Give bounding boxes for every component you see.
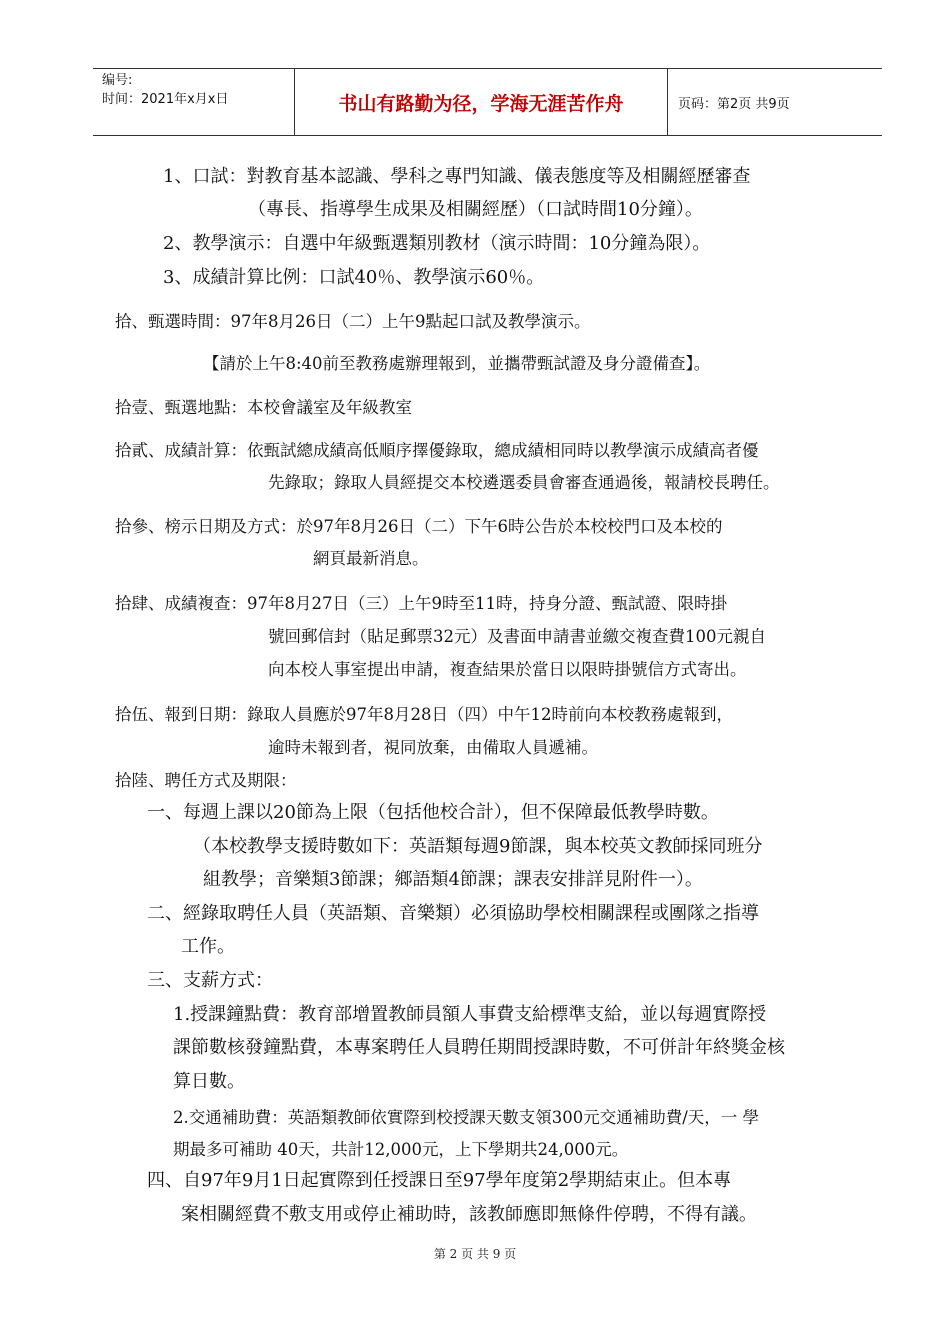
body-line: 工作。 xyxy=(181,936,235,957)
body-line: 向本校人事室提出申請，複查結果於當日以限時掛號信方式寄出。 xyxy=(268,660,747,679)
body-line: 拾陸、聘任方式及期限： xyxy=(115,771,297,790)
body-line: 拾伍、報到日期：錄取人員應於97年8月28日（四）中午12時前向本校教務處報到， xyxy=(115,705,733,724)
body-line: 拾參、榜示日期及方式：於97年8月26日（二）下午6時公告於本校校門口及本校的 xyxy=(115,517,723,536)
body-line: 1.授課鐘點費：教育部增置教師員額人事費支給標準支給，並以每週實際授 xyxy=(173,1004,767,1025)
time-label: 时间：2021年x月x日 xyxy=(102,92,229,107)
body-line: 3、成績計算比例：口試40％、教學演示60％。 xyxy=(163,267,545,288)
body-line: 逾時未報到者，視同放棄，由備取人員遞補。 xyxy=(268,738,598,757)
page-header xyxy=(93,68,882,136)
body-line: 【請於上午8:40前至教務處辦理報到，並攜帶甄試證及身分證備查】。 xyxy=(203,354,711,373)
number-label: 编号: xyxy=(102,73,133,88)
body-line: 期最多可補助 40天，共計12,000元，上下學期共24,000元。 xyxy=(173,1140,629,1159)
body-line: （專長、指導學生成果及相關經歷）（口試時間10分鐘）。 xyxy=(248,199,703,220)
body-line: 案相關經費不敷支用或停止補助時，該教師應即無條件停聘，不得有議。 xyxy=(181,1204,757,1225)
body-line: 拾貳、成績計算：依甄試總成績高低順序擇優錄取，總成績相同時以教學演示成績高者優 xyxy=(115,441,759,460)
body-line: 網頁最新消息。 xyxy=(313,549,429,568)
body-line: 拾、甄選時間：97年8月26日（二）上午9點起口試及教學演示。 xyxy=(115,312,591,331)
body-line: （本校教學支援時數如下：英語類每週9節課，與本校英文教師採同班分 xyxy=(193,836,763,857)
body-line: 課節數核發鐘點費，本專案聘任人員聘任期間授課時數，不可併計年終獎金核 xyxy=(173,1037,785,1058)
body-line: 號回郵信封（貼足郵票32元）及書面申請書並繳交複查費100元親自 xyxy=(268,627,766,646)
body-line: 拾壹、甄選地點：本校會議室及年級教室 xyxy=(115,398,412,417)
body-line: 拾肆、成績複查：97年8月27日（三）上午9時至11時，持身分證、甄試證、限時掛 xyxy=(115,594,727,613)
page-footer: 第 2 页 共 9 页 xyxy=(433,1247,517,1261)
body-line: 組教學；音樂類3節課；鄉語類4節課；課表安排詳見附件一）。 xyxy=(203,869,703,890)
body-line: 一、每週上課以20節為上限（包括他校合計），但不保障最低教學時數。 xyxy=(147,802,719,823)
body-line: 三、支薪方式： xyxy=(147,970,273,991)
body-line: 2.交通補助費：英語類教師依實際到校授課天數支領300元交通補助費/天，一 學 xyxy=(173,1108,760,1127)
body-line: 四、自97年9月1日起實際到任授課日至97學年度第2學期結束止。但本專 xyxy=(147,1170,732,1191)
header-meta xyxy=(102,71,228,109)
header-motto: 书山有路勤为径，学海无涯苦作舟 xyxy=(294,69,668,135)
body-line: 1、口試：對教育基本認識、學科之專門知識、儀表態度等及相關經歷審查 xyxy=(163,166,751,187)
body-line: 2、教學演示：自選中年級甄選類別教材（演示時間：10分鐘為限）。 xyxy=(163,233,711,254)
body-line: 算日數。 xyxy=(173,1071,245,1092)
body-line: 先錄取；錄取人員經提交本校遴選委員會審查通過後，報請校長聘任。 xyxy=(268,473,780,492)
header-page-info: 页码：第2页 共9页 xyxy=(678,96,790,112)
body-line: 二、經錄取聘任人員（英語類、音樂類）必須協助學校相關課程或團隊之指導 xyxy=(147,903,759,924)
